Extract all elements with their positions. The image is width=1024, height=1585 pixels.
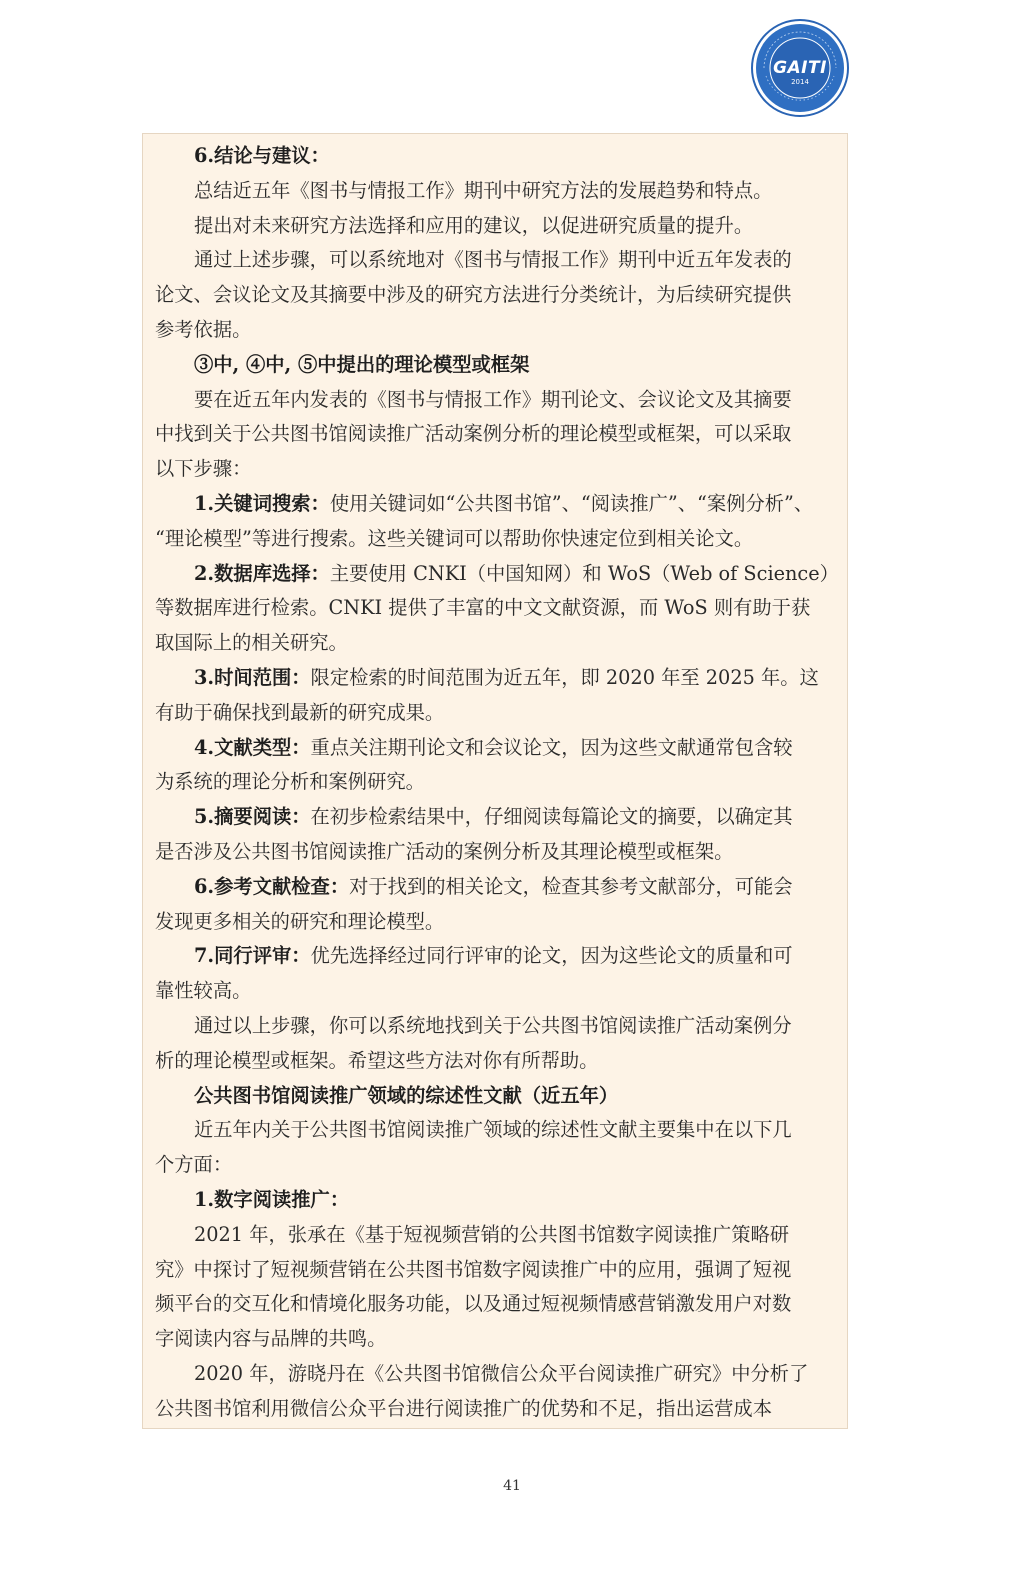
text-line — [155, 1392, 839, 1427]
line-text: 限定检索的时间范围为近五年，即 2020 年至 2025 年。这 — [310, 665, 819, 689]
line-text: 为系统的理论分析和案例研究。 — [155, 770, 425, 794]
text-line — [155, 139, 839, 174]
line-text: 总结近五年《图书与情报工作》期刊中研究方法的发展趋势和特点。 — [194, 178, 773, 202]
logo-text: GAITI — [773, 58, 827, 78]
bold-heading: 4.文献类型： — [194, 735, 311, 759]
line-text: 论文、会议论文及其摘要中涉及的研究方法进行分类统计，为后续研究提供 — [155, 283, 792, 307]
line-text: 以下步骤： — [155, 457, 252, 481]
line-text: 近五年内关于公共图书馆阅读推广领域的综述性文献主要集中在以下几 — [194, 1118, 792, 1142]
text-line — [155, 522, 839, 557]
bold-heading: 1.关键词搜索： — [194, 491, 330, 515]
line-text: 2021 年，张承在《基于短视频营销的公共图书馆数字阅读推广策略研 — [194, 1222, 790, 1246]
text-line — [155, 278, 839, 313]
bold-heading: ③中, ④中, ⑤中提出的理论模型或框架 — [194, 352, 530, 376]
line-text: 公共图书馆利用微信公众平台进行阅读推广的优势和不足，指出运营成本 — [155, 1396, 772, 1420]
line-text: 有助于确保找到最新的研究成果。 — [155, 700, 445, 724]
text-line — [155, 487, 839, 522]
page-number: 41 — [503, 1478, 521, 1494]
text-line — [155, 626, 839, 661]
text-line — [155, 905, 839, 940]
logo-year: 2014 — [791, 78, 809, 86]
line-text: 靠性较高。 — [155, 979, 252, 1003]
bold-heading: 1.数字阅读推广： — [194, 1187, 350, 1211]
line-text: 提出对未来研究方法选择和应用的建议，以促进研究质量的提升。 — [194, 213, 754, 237]
line-text: 参考依据。 — [155, 317, 252, 341]
bold-heading: 6.参考文献检查： — [194, 874, 350, 898]
text-line — [155, 1183, 839, 1218]
text-line — [155, 1218, 839, 1253]
text-line — [155, 591, 839, 626]
text-line — [155, 1044, 839, 1079]
text-line — [155, 557, 839, 592]
content-box — [142, 133, 848, 1429]
line-text: 中找到关于公共图书馆阅读推广活动案例分析的理论模型或框架，可以采取 — [155, 422, 792, 446]
bold-heading: 6.结论与建议： — [194, 144, 330, 167]
line-text: 对于找到的相关论文，检查其参考文献部分，可能会 — [349, 874, 793, 898]
text-line — [155, 835, 839, 870]
text-line — [155, 731, 839, 766]
text-line — [155, 974, 839, 1009]
text-line — [155, 1357, 839, 1392]
text-line — [155, 1113, 839, 1148]
line-text: 主要使用 CNKI（中国知网）和 WoS（Web of Science） — [329, 561, 839, 585]
line-text: 个方面： — [155, 1153, 233, 1177]
text-line — [155, 870, 839, 905]
text-line — [155, 661, 839, 696]
bold-heading: 公共图书馆阅读推广领域的综述性文献（近五年） — [194, 1083, 619, 1107]
text-lines — [155, 139, 839, 1426]
line-text: 2020 年，游晓丹在《公共图书馆微信公众平台阅读推广研究》中分析了 — [194, 1361, 809, 1385]
line-text: “理论模型”等进行搜索。这些关键词可以帮助你快速定位到相关论文。 — [155, 526, 754, 550]
text-line — [155, 1079, 839, 1114]
line-text: 取国际上的相关研究。 — [155, 631, 348, 655]
text-line — [155, 452, 839, 487]
text-line — [155, 313, 839, 348]
text-line — [155, 1253, 839, 1288]
line-text: 字阅读内容与品牌的共鸣。 — [155, 1327, 387, 1351]
line-text: 究》中探讨了短视频营销在公共图书馆数字阅读推广中的应用，强调了短视 — [155, 1257, 792, 1281]
bold-heading: 2.数据库选择： — [194, 561, 330, 585]
line-text: 析的理论模型或框架。希望这些方法对你有所帮助。 — [155, 1048, 599, 1072]
text-line — [155, 348, 839, 383]
text-line — [155, 939, 839, 974]
line-text: 通过上述步骤，可以系统地对《图书与情报工作》期刊中近五年发表的 — [194, 248, 792, 272]
text-line — [155, 1148, 839, 1183]
line-text: 发现更多相关的研究和理论模型。 — [155, 909, 445, 933]
text-line — [155, 696, 839, 731]
text-line — [155, 800, 839, 835]
text-line — [155, 1322, 839, 1357]
line-text: 频平台的交互化和情境化服务功能，以及通过短视频情感营销激发用户对数 — [155, 1292, 792, 1316]
text-line — [155, 174, 839, 209]
bold-heading: 3.时间范围： — [194, 665, 311, 689]
line-text: 等数据库进行检索。CNKI 提供了丰富的中文文献资源，而 WoS 则有助于获 — [155, 596, 811, 620]
text-line — [155, 765, 839, 800]
gaiti-logo — [750, 18, 850, 118]
line-text: 要在近五年内发表的《图书与情报工作》期刊论文、会议论文及其摘要 — [194, 387, 792, 411]
text-line — [155, 1009, 839, 1044]
bold-heading: 5.摘要阅读： — [194, 805, 311, 829]
text-line — [155, 209, 839, 244]
line-text: 是否涉及公共图书馆阅读推广活动的案例分析及其理论模型或框架。 — [155, 839, 734, 863]
line-text: 使用关键词如“公共图书馆”、“阅读推广”、“案例分析”、 — [329, 491, 814, 515]
text-line — [155, 417, 839, 452]
text-line — [155, 383, 839, 418]
text-line — [155, 243, 839, 278]
line-text: 通过以上步骤，你可以系统地找到关于公共图书馆阅读推广活动案例分 — [194, 1013, 792, 1037]
line-text: 优先选择经过同行评审的论文，因为这些论文的质量和可 — [310, 944, 793, 968]
line-text: 重点关注期刊论文和会议论文，因为这些文献通常包含较 — [310, 735, 793, 759]
text-line — [155, 1287, 839, 1322]
bold-heading: 7.同行评审： — [194, 944, 311, 968]
line-text: 在初步检索结果中，仔细阅读每篇论文的摘要，以确定其 — [310, 805, 793, 829]
